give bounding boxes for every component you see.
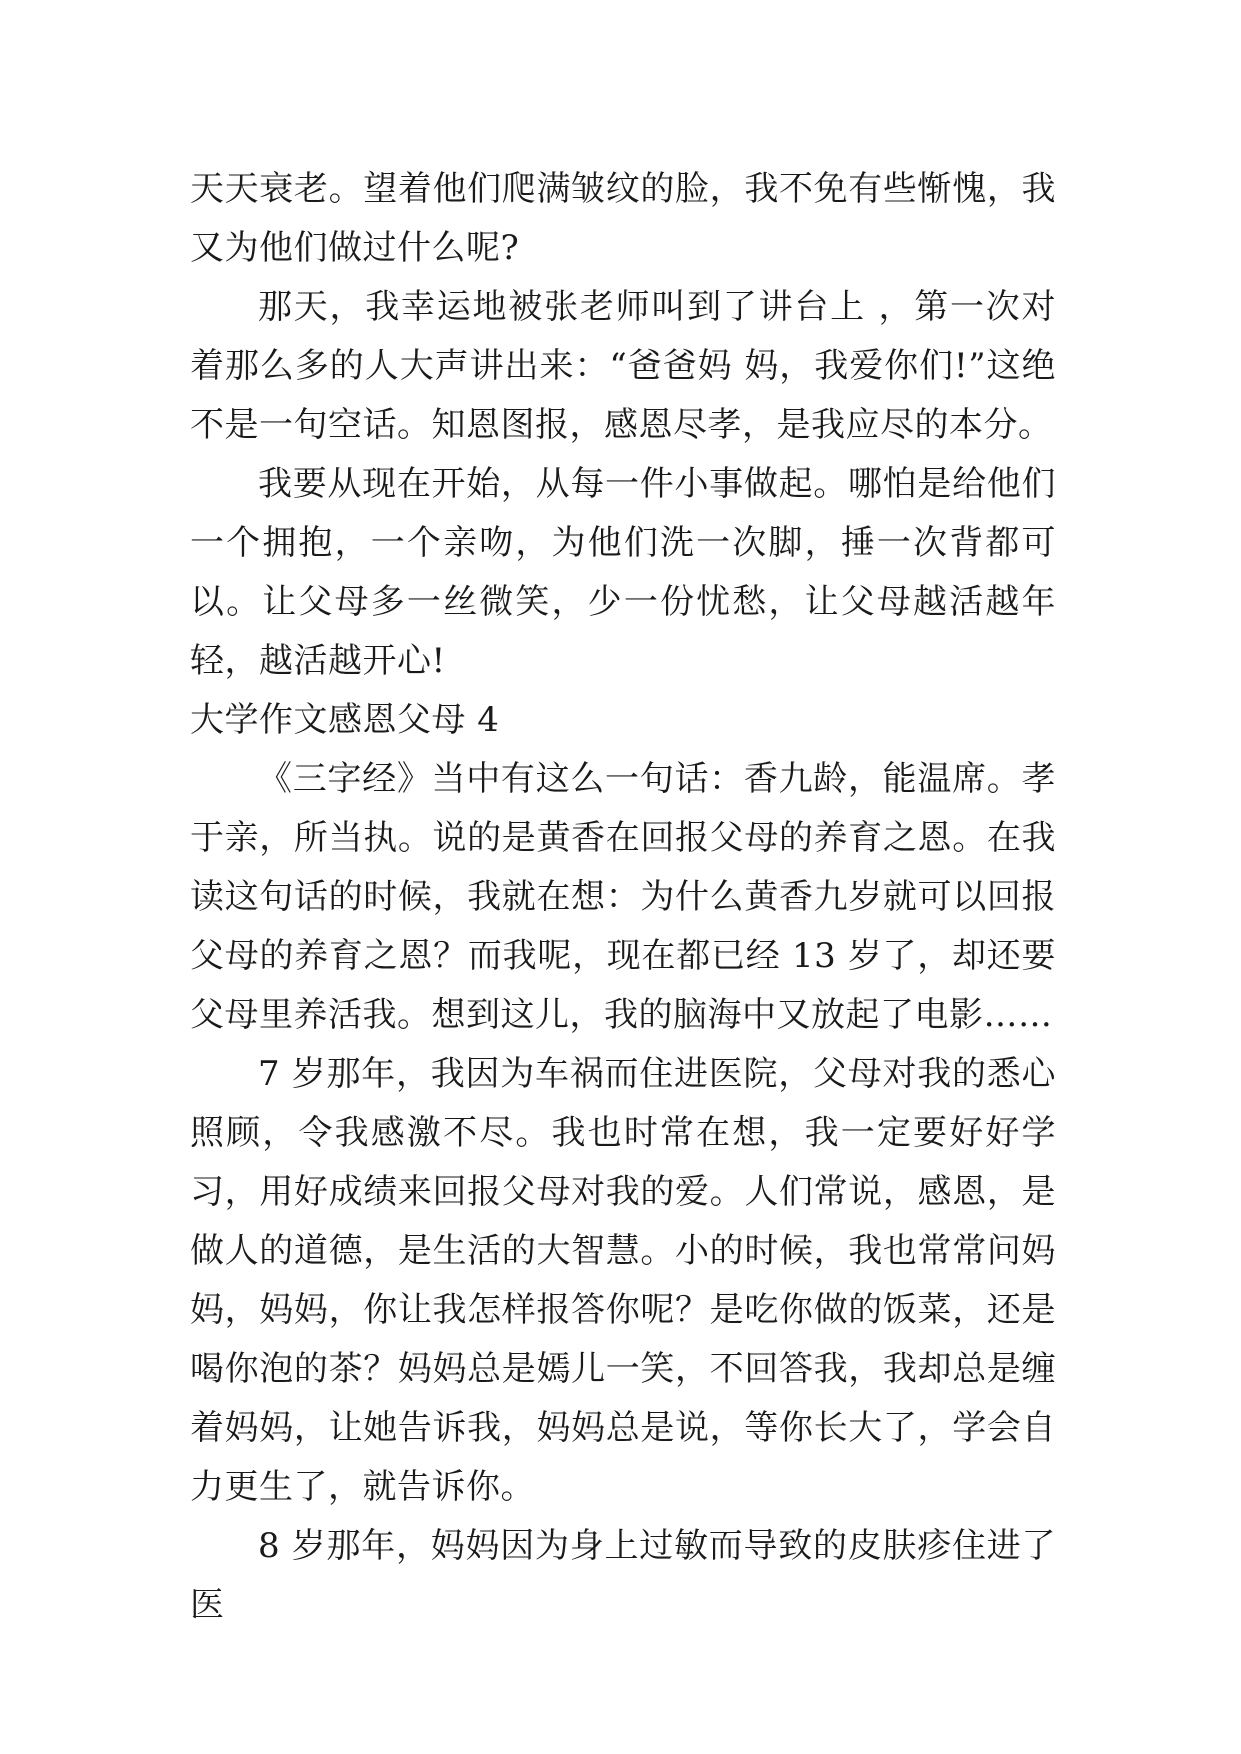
paragraph: 那天，我幸运地被张老师叫到了讲台上 ，第一次对着那么多的人大声讲出来：“爸爸妈 妈，我爱你们!”这绝不是一句空话。知恩图报，感恩尽孝，是我应尽的本分。 (190, 287, 1056, 445)
section-heading: 大学作文感恩父母 4 (190, 700, 500, 740)
paragraph: 7 岁那年，我因为车祸而住进医院，父母对我的悉心照顾，令我感激不尽。我也时常在想，我一定要好好学习，用好成绩来回报父母对我的爱。人们常说，感恩，是做人的道德，是生活的大智慧。小的时候，我也常常问妈妈，妈妈，你让我怎样报答你呢？是吃你做的饭菜，还是喝你泡的茶？妈妈总是嫣儿一笑，不回答我，我却总是缠着妈妈，让她告诉我，妈妈总是说，等你长大了，学会自力更生了，就告诉你。 (190, 1054, 1056, 1507)
paragraph: 《三字经》当中有这么一句话：香九龄，能温席。孝于亲，所当执。说的是黄香在回报父母的养育之恩。在我读这句话的时候，我就在想：为什么黄香九岁就可以回报父母的养育之恩？而我呢，现在都已经 13 岁了，却还要父母里养活我。想到这儿，我的脑海中又放起了电影…… (190, 759, 1056, 1035)
paragraph: 8 岁那年，妈妈因为身上过敏而导致的皮肤疹住进了医 (190, 1526, 1056, 1625)
paragraph: 我要从现在开始，从每一件小事做起。哪怕是给他们一个拥抱，一个亲吻，为他们洗一次脚，捶一次背都可以。让父母多一丝微笑，少一份忧愁，让父母越活越年轻，越活越开心! (190, 464, 1056, 681)
paragraph: 天天衰老。望着他们爬满皱纹的脸，我不免有些惭愧，我又为他们做过什么呢? (190, 169, 1056, 268)
document-body (190, 160, 1056, 1635)
